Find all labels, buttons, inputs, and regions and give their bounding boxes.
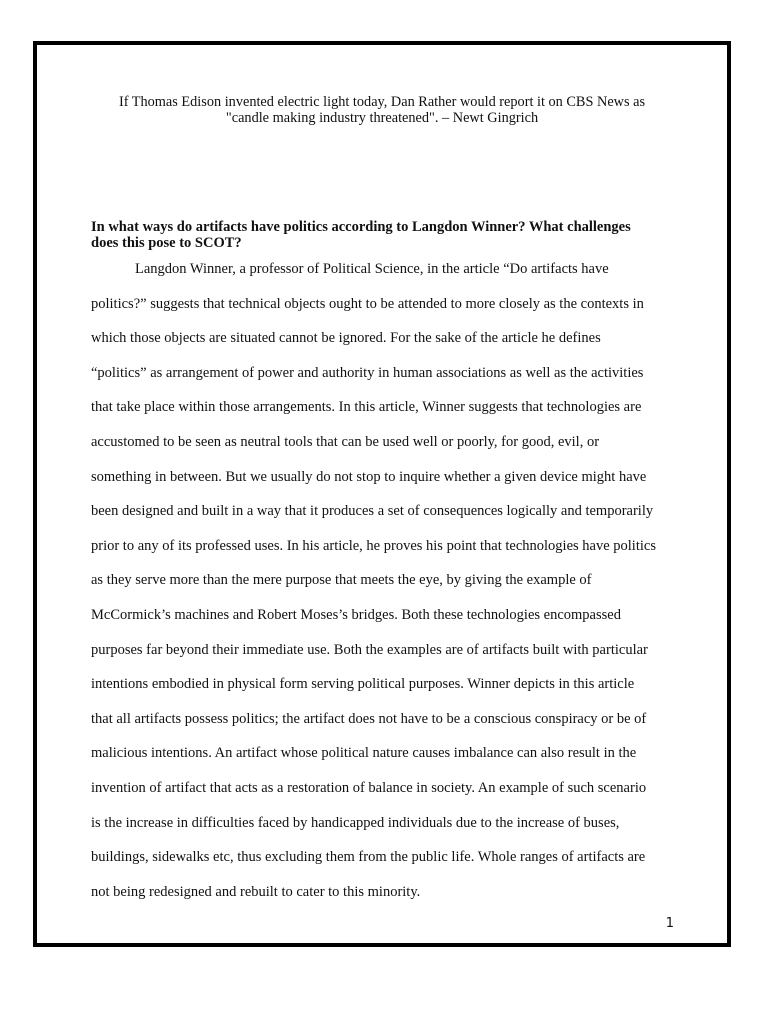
page-number: 1 xyxy=(665,916,674,931)
essay-question xyxy=(91,219,677,251)
body-line: prior to any of its professed uses. In his article, he proves his point that technologies have politics xyxy=(91,537,656,554)
body-line: as they serve more than the mere purpose that meets the eye, by giving the example of xyxy=(91,572,592,589)
body-line: which those objects are situated cannot be ignored. For the sake of the article he defines xyxy=(91,330,601,347)
body-line: accustomed to be seen as neutral tools that can be used well or poorly, for good, evil, or xyxy=(91,434,600,450)
body-line: that take place within those arrangements. In this article, Winner suggests that technologies are xyxy=(91,399,642,416)
body-line: buildings, sidewalks etc, thus excluding them from the public life. Whole ranges of artifacts are xyxy=(91,849,646,866)
body-line: intentions embodied in physical form serving political purposes. Winner depicts in this article xyxy=(91,676,635,693)
body-line: purposes far beyond their immediate use. Both the examples are of artifacts built with particular xyxy=(91,641,648,658)
body-line: malicious intentions. An artifact whose political nature causes imbalance can also result in the xyxy=(91,745,637,762)
body-line: not being redesigned and rebuilt to cater to this minority. xyxy=(91,883,421,900)
body-line: McCormick’s machines and Robert Moses’s bridges. Both these technologies encompassed xyxy=(91,607,621,623)
body-line: something in between. But we usually do not stop to inquire whether a given device might have xyxy=(91,468,647,485)
body-line: politics?” suggests that technical objects ought to be attended to more closely as the contexts in xyxy=(91,295,644,312)
document-page xyxy=(33,41,731,947)
body-line: invention of artifact that acts as a restoration of balance in society. An example of such scenario xyxy=(91,780,647,796)
body-line: “politics” as arrangement of power and authority in human associations as well as the activities xyxy=(91,364,644,381)
question-line: does this pose to SCOT? xyxy=(91,235,242,251)
body-line: that all artifacts possess politics; the artifact does not have to be a conscious conspiracy or be of xyxy=(91,710,647,727)
body-line: been designed and built in a way that it produces a set of consequences logically and temporarily xyxy=(91,503,654,520)
body-line: Langdon Winner, a professor of Political Science, in the article “Do artifacts have xyxy=(135,261,609,277)
epigraph-line: If Thomas Edison invented electric light today, Dan Rather would report it on CBS News as xyxy=(118,94,646,110)
question-line: In what ways do artifacts have politics according to Langdon Winner? What challenges xyxy=(91,219,631,235)
epigraph-line: "candle making industry threatened". – Newt Gingrich xyxy=(225,110,539,126)
epigraph-quote xyxy=(37,94,727,126)
body-line: is the increase in difficulties faced by handicapped individuals due to the increase of buses, xyxy=(91,814,620,831)
